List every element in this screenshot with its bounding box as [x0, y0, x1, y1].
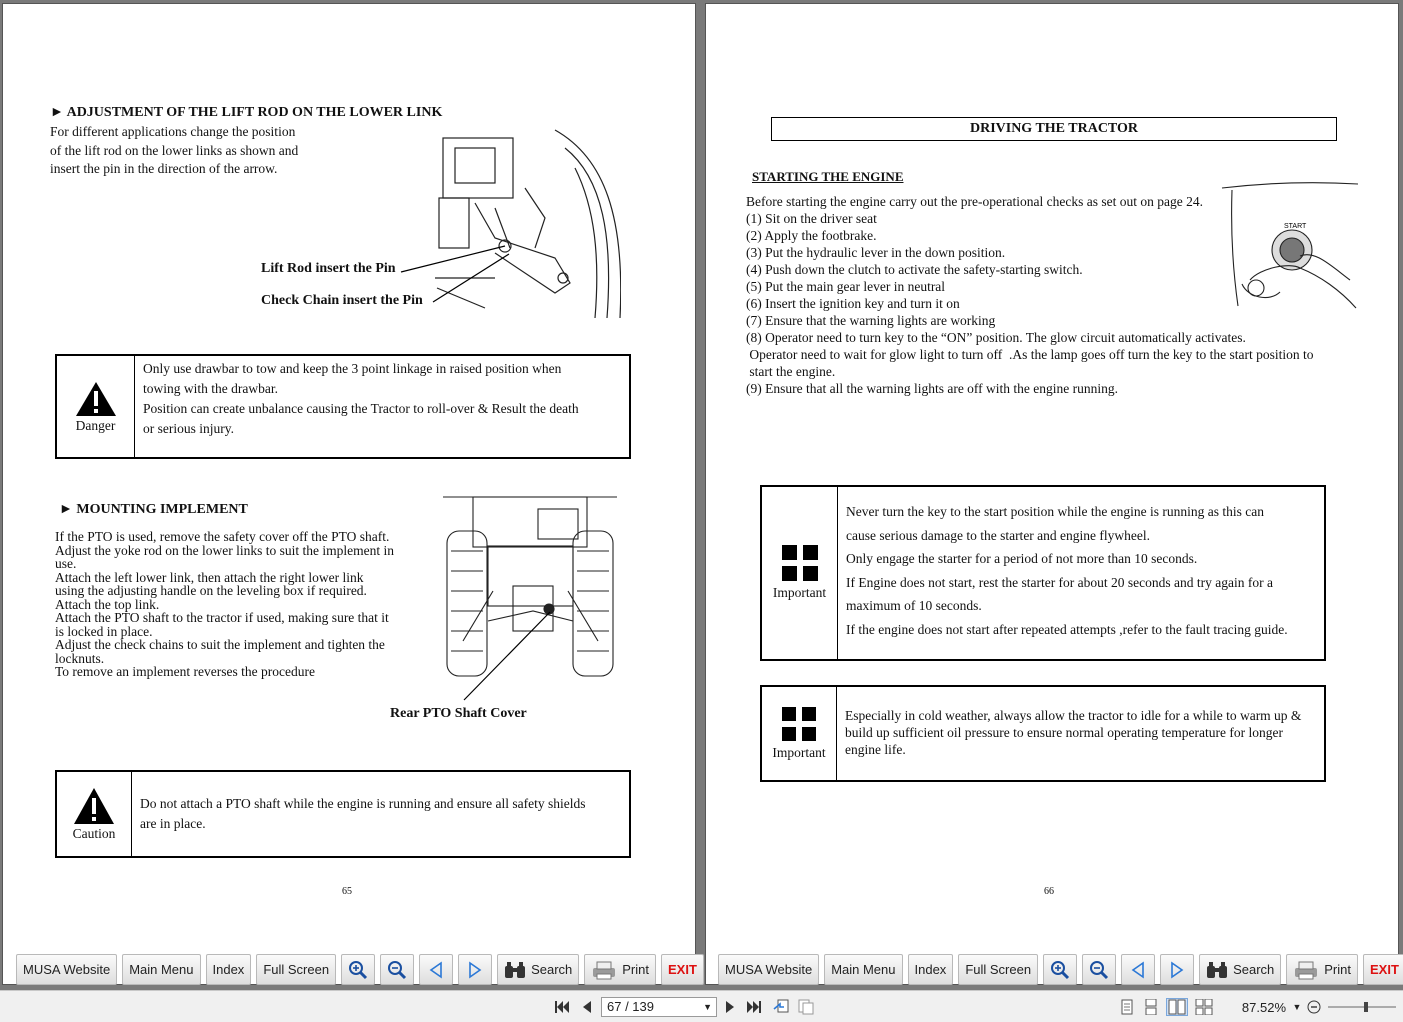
zoom-level: 87.52%: [1241, 999, 1286, 1015]
go-back-view-button[interactable]: [771, 998, 791, 1016]
mounting-line: Attach the PTO shaft to the tractor if used, making sure that it: [55, 610, 389, 625]
important-squares-icon: [782, 545, 818, 581]
print-label: Print: [1324, 962, 1351, 977]
important-icon-column: [762, 687, 837, 780]
last-page-button[interactable]: [745, 998, 763, 1016]
danger-line-2: towing with the drawbar.: [143, 381, 278, 396]
triangle-left-icon: [1130, 961, 1146, 979]
caption-rear-pto-shaft-cover: Rear PTO Shaft Cover: [390, 706, 527, 721]
pto-pointer-line: [458, 604, 558, 704]
zoom-out-button[interactable]: [1082, 954, 1116, 985]
step-line: start the engine.: [746, 364, 836, 379]
navigation-toolbar: [16, 954, 704, 985]
caution-icon-column: [57, 772, 132, 856]
printer-icon: [1293, 960, 1319, 980]
previous-page-button[interactable]: [419, 954, 453, 985]
mounting-text: [55, 530, 394, 679]
binoculars-icon: [1206, 960, 1228, 980]
previous-page-viewer-button[interactable]: [579, 998, 595, 1016]
main-menu-button[interactable]: Main Menu: [824, 954, 902, 985]
danger-line-1: Only use drawbar to tow and keep the 3 point linkage in raised position when: [143, 361, 562, 376]
step-line: Before starting the engine carry out the pre-operational checks as set out on page 24.: [746, 194, 1203, 209]
warning-triangle-icon: [72, 786, 116, 826]
skip-to-last-icon: [746, 1000, 762, 1014]
caution-line-1: Do not attach a PTO shaft while the engine is running and ensure all safety shields: [140, 796, 586, 811]
caption-lift-rod: Lift Rod insert the Pin: [261, 261, 396, 276]
important-1-line: maximum of 10 seconds.: [846, 598, 982, 613]
lift-rod-line-1: For different applications change the position: [50, 124, 296, 139]
important-box-1: [760, 485, 1326, 661]
viewer-status-bar: [0, 990, 1403, 1022]
next-page-button[interactable]: [458, 954, 492, 985]
two-page-continuous-view-button[interactable]: [1194, 998, 1214, 1016]
mounting-line: Attach the left lower link, then attach the right lower link: [55, 569, 364, 585]
page-number: 66: [1044, 886, 1054, 897]
printer-icon: [591, 960, 617, 980]
important-1-line: If the engine does not start after repeated attempts ,refer to the fault tracing guide.: [846, 621, 1288, 637]
important-box-2: [760, 685, 1326, 782]
danger-icon-column: [57, 356, 135, 457]
single-page-view-button[interactable]: [1118, 998, 1136, 1016]
triangle-right-icon: [1169, 961, 1185, 979]
triangle-right-icon: [724, 1000, 736, 1014]
triangle-left-icon: [428, 961, 444, 979]
mounting-line: use.: [55, 556, 77, 571]
binoculars-icon: [504, 960, 526, 980]
section-title-box: DRIVING THE TRACTOR: [771, 117, 1337, 141]
caution-warning-box: [55, 770, 631, 858]
magnifier-minus-icon: [387, 960, 407, 980]
magnifier-plus-icon: [1050, 960, 1070, 980]
index-button[interactable]: Index: [908, 954, 954, 985]
important-label: Important: [772, 585, 827, 600]
danger-warning-box: [55, 354, 631, 459]
mounting-line: Adjust the yoke rod on the lower links to suit the implement in: [55, 542, 394, 558]
important-label: Important: [772, 744, 826, 760]
mounting-line: locknuts.: [55, 650, 105, 666]
index-button[interactable]: Index: [206, 954, 252, 985]
caption-check-chain: Check Chain insert the Pin: [261, 293, 423, 308]
musa-website-button[interactable]: MUSA Website: [16, 954, 117, 985]
first-page-button[interactable]: [553, 998, 571, 1016]
triangle-left-icon: [581, 1000, 593, 1014]
important-2-line: Especially in cold weather, always allow the tractor to idle for a while to warm up &: [845, 708, 1302, 723]
mounting-line: is locked in place.: [55, 623, 153, 639]
search-label: Search: [531, 962, 573, 977]
continuous-page-icon: [1144, 999, 1158, 1015]
page-number: 65: [342, 886, 352, 897]
warning-triangle-icon: [74, 380, 118, 418]
go-forward-view-button[interactable]: [796, 998, 816, 1016]
page-number-select[interactable]: [601, 997, 717, 1017]
zoom-in-button[interactable]: [341, 954, 375, 985]
ignition-key-illustration: [1220, 180, 1360, 312]
mounting-line: Adjust the check chains to suit the implement and tighten the: [55, 637, 385, 652]
main-menu-button[interactable]: Main Menu: [122, 954, 200, 985]
important-2-line: build up sufficient oil pressure to ensure normal operating temperature for longer: [845, 725, 1283, 740]
chevron-down-icon: ▼: [703, 1002, 712, 1012]
musa-website-button[interactable]: MUSA Website: [718, 954, 819, 985]
important-1-line: Only engage the starter for a period of not more than 10 seconds.: [846, 551, 1198, 566]
magnifier-plus-icon: [348, 960, 368, 980]
right-page: [705, 3, 1399, 985]
previous-page-button[interactable]: [1121, 954, 1155, 985]
minus-circle-icon: [1307, 1000, 1321, 1014]
page-indicator: 67 / 139: [607, 999, 654, 1014]
important-squares-icon: [782, 707, 816, 741]
mounting-heading: ► MOUNTING IMPLEMENT: [59, 502, 248, 517]
exit-label: EXIT: [1370, 962, 1399, 977]
step-line: (8) Operator need to turn key to the “ON” position. The glow circuit automatically activates.: [746, 330, 1246, 345]
full-screen-button[interactable]: Full Screen: [958, 954, 1038, 985]
starting-engine-heading: STARTING THE ENGINE: [752, 169, 904, 184]
next-page-button[interactable]: [1160, 954, 1194, 985]
mounting-line: To remove an implement reverses the procedure: [55, 664, 315, 679]
previous-view-icon: [772, 999, 790, 1015]
search-label: Search: [1233, 962, 1275, 977]
next-view-icon: [797, 999, 815, 1015]
two-page-view-button[interactable]: [1166, 998, 1188, 1016]
lift-rod-line-2: of the lift rod on the lower links as shown and: [50, 143, 299, 158]
important-1-line: Never turn the key to the start position while the engine is running as this can: [846, 504, 1265, 519]
exit-button[interactable]: [1363, 954, 1403, 985]
search-button[interactable]: [497, 954, 579, 985]
skip-to-first-icon: [554, 1000, 570, 1014]
step-line: (5) Put the main gear lever in neutral: [746, 279, 946, 294]
step-line: (4) Push down the clutch to activate the safety-starting switch.: [746, 262, 1083, 277]
mounting-line: If the PTO is used, remove the safety cover off the PTO shaft.: [55, 529, 390, 544]
step-line: (3) Put the hydraulic lever in the down position.: [746, 245, 1006, 260]
print-button[interactable]: [1286, 954, 1358, 985]
zoom-slider-track: [1326, 1000, 1398, 1014]
lift-rod-heading: ► ADJUSTMENT OF THE LIFT ROD ON THE LOWER LINK: [50, 105, 443, 120]
zoom-out-button[interactable]: [380, 954, 414, 985]
important-1-line: If Engine does not start, rest the starter for about 20 seconds and try again for a: [846, 574, 1273, 590]
important-icon-column: [762, 487, 838, 659]
zoom-in-button[interactable]: [1043, 954, 1077, 985]
step-line: (1) Sit on the driver seat: [746, 211, 877, 226]
step-line: (2) Apply the footbrake.: [746, 228, 877, 243]
two-page-icon: [1168, 999, 1186, 1015]
triangle-right-icon: [467, 961, 483, 979]
caution-label: Caution: [72, 826, 116, 841]
step-line: (6) Insert the ignition key and turn it on: [746, 296, 960, 311]
danger-line-3: Position can create unbalance causing the Tractor to roll-over & Result the death: [143, 401, 579, 416]
navigation-toolbar: [718, 954, 1403, 985]
left-page: [2, 3, 696, 985]
print-button[interactable]: [584, 954, 656, 985]
danger-line-4: or serious injury.: [143, 421, 234, 436]
full-screen-button[interactable]: Full Screen: [256, 954, 336, 985]
start-label: START: [1284, 223, 1307, 230]
zoom-out-viewer-button[interactable]: [1306, 998, 1322, 1016]
mounting-line: Attach the top link.: [55, 596, 160, 612]
zoom-slider[interactable]: [1326, 998, 1398, 1016]
mounting-line: using the adjusting handle on the leveling box if required.: [55, 583, 367, 598]
step-line: (7) Ensure that the warning lights are working: [746, 313, 996, 328]
zoom-dropdown-chevron[interactable]: ▼: [1292, 1002, 1302, 1012]
caution-line-2: are in place.: [140, 816, 206, 831]
lift-rod-line-3: insert the pin in the direction of the arrow.: [50, 161, 278, 176]
print-label: Print: [622, 962, 649, 977]
search-button[interactable]: [1199, 954, 1281, 985]
single-page-icon: [1120, 999, 1134, 1015]
two-page-continuous-icon: [1195, 999, 1213, 1015]
exit-label: EXIT: [668, 962, 697, 977]
continuous-view-button[interactable]: [1142, 998, 1160, 1016]
step-line: Operator need to wait for glow light to turn off .As the lamp goes off turn the key to the start position to: [746, 347, 1314, 362]
next-page-viewer-button[interactable]: [722, 998, 738, 1016]
danger-label: Danger: [75, 417, 116, 433]
exit-button[interactable]: [661, 954, 704, 985]
important-2-line: engine life.: [845, 742, 906, 757]
step-line: (9) Ensure that all the warning lights are off with the engine running.: [746, 381, 1119, 396]
magnifier-minus-icon: [1089, 960, 1109, 980]
important-1-line: cause serious damage to the starter and engine flywheel.: [846, 527, 1151, 543]
